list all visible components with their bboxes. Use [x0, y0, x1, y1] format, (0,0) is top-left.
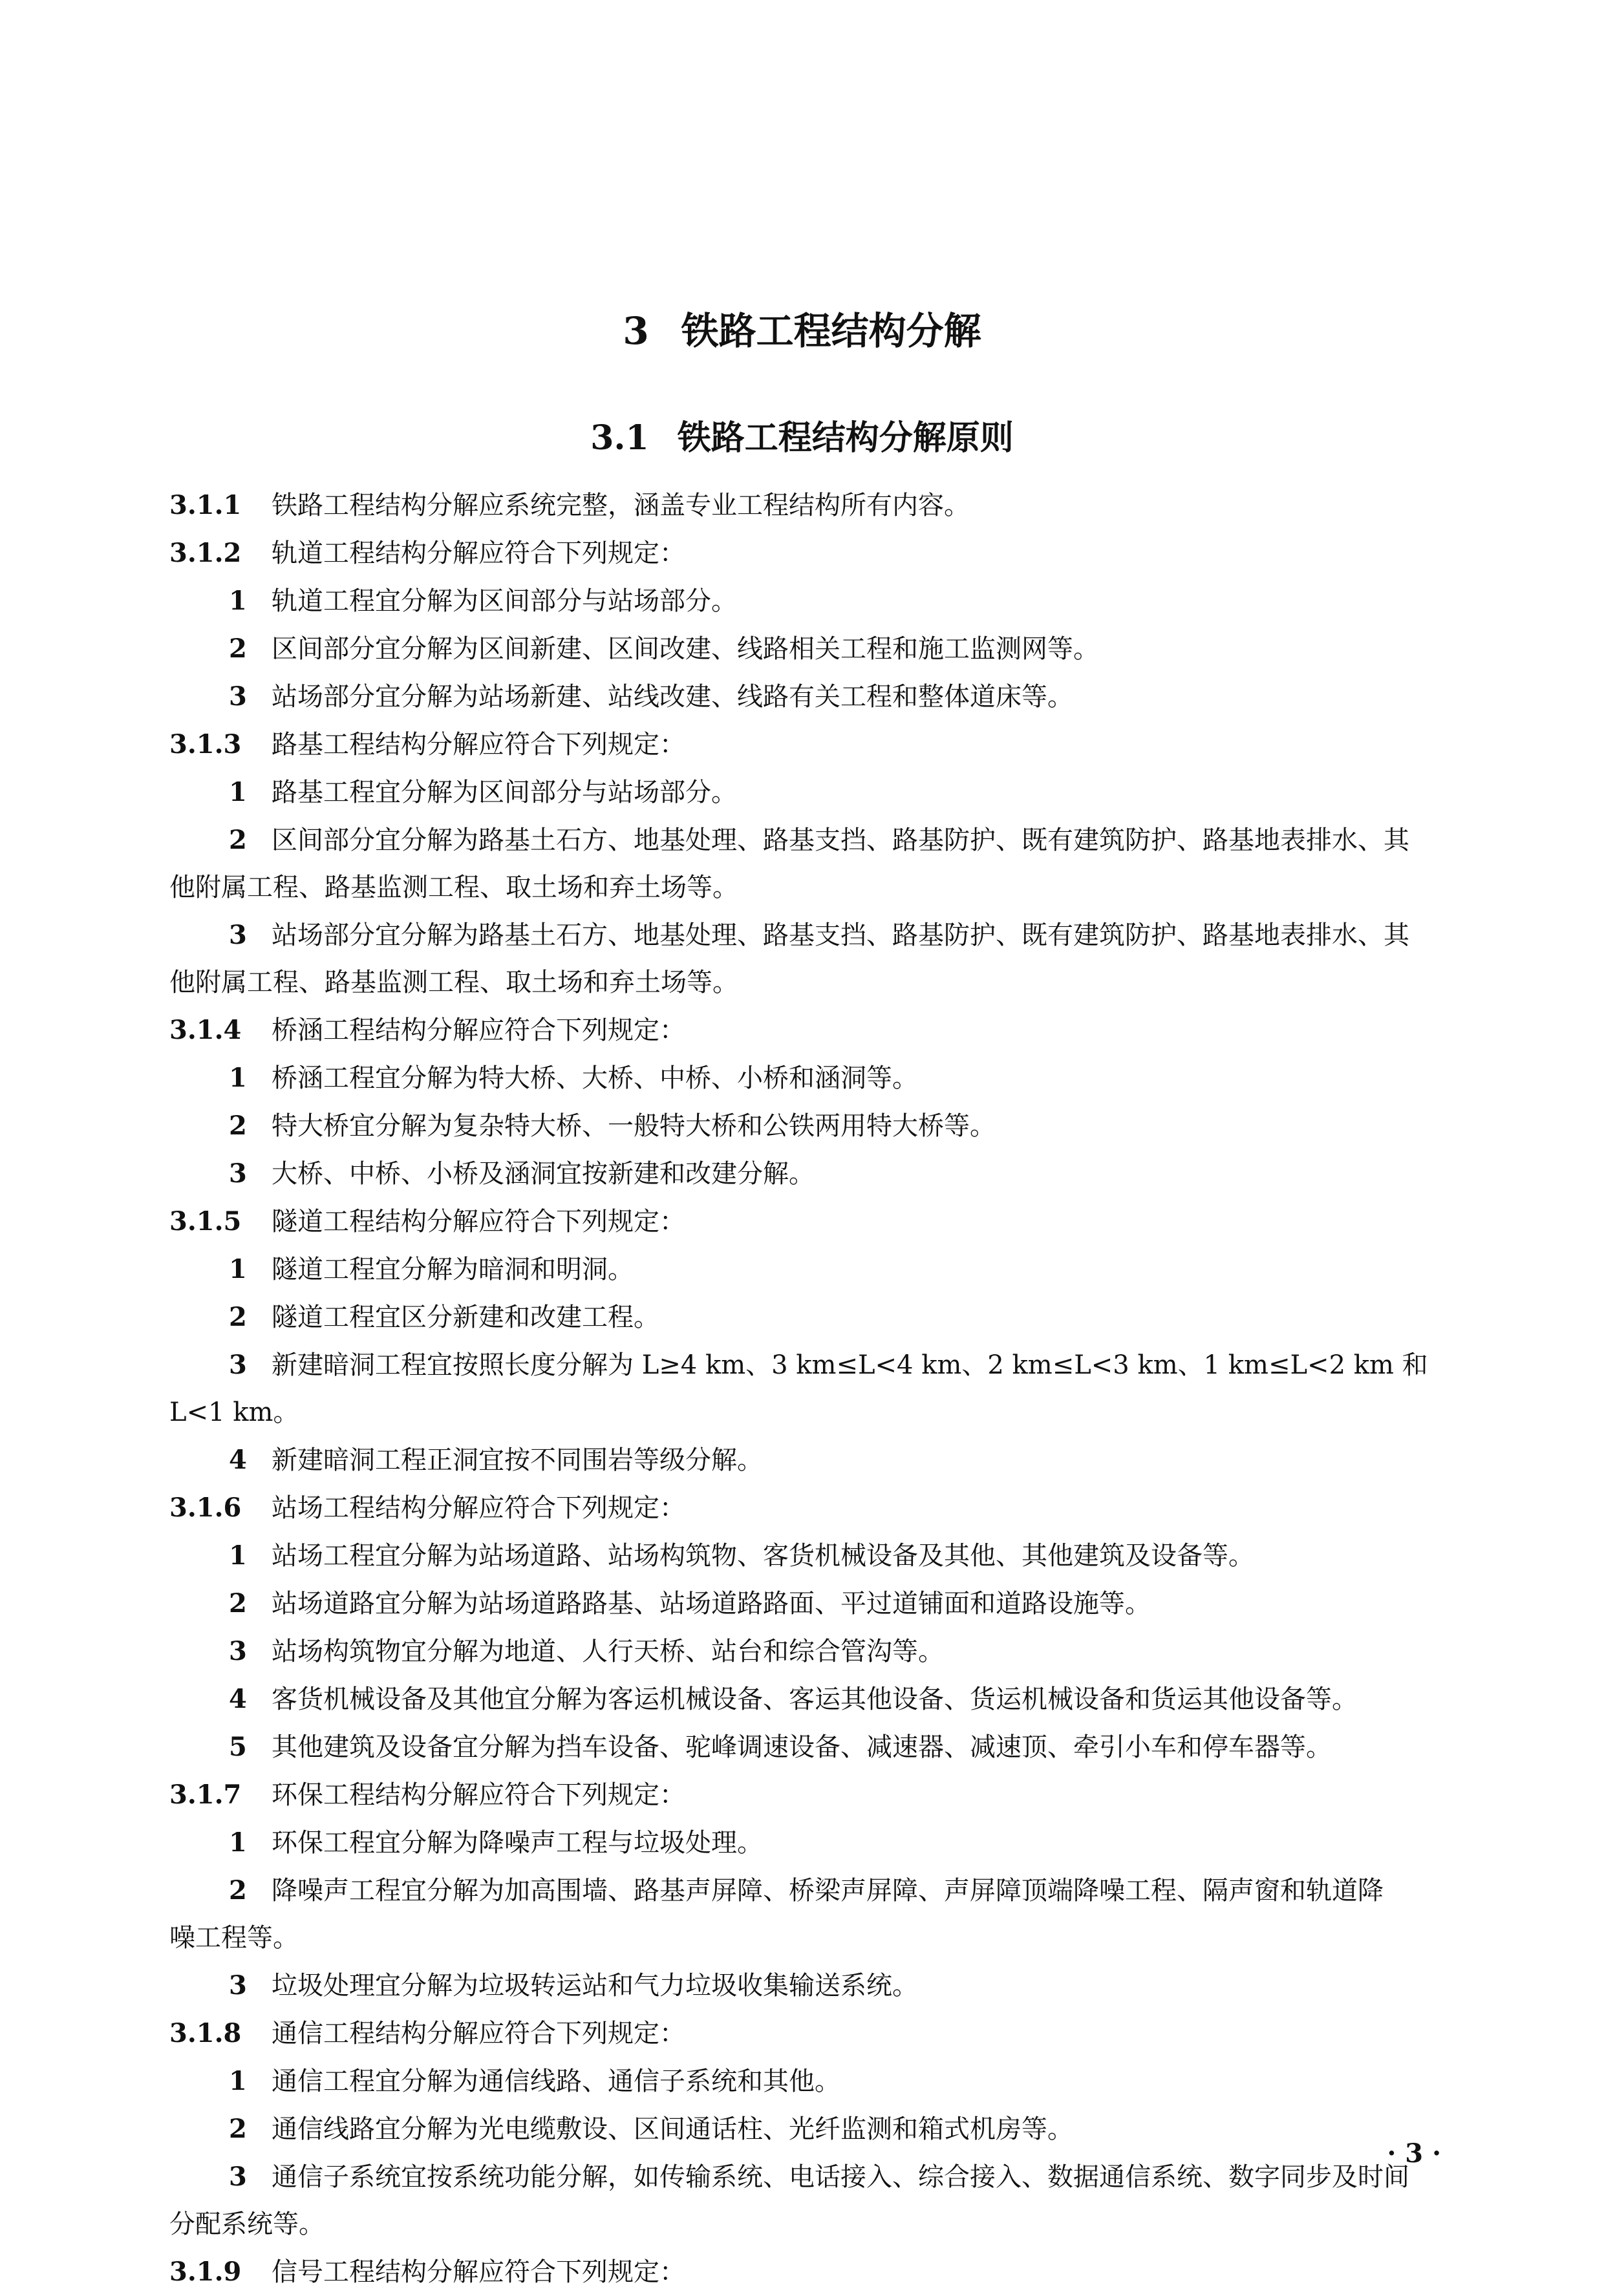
list-item — [169, 911, 1438, 959]
clause-number: 3.1.9 — [169, 2257, 242, 2287]
list-item-text: 通信子系统宜按系统功能分解，如传输系统、电话接入、综合接入、数据通信系统、数字同步及时间 — [272, 2162, 1409, 2192]
list-item — [169, 2153, 1438, 2201]
clause-text: 桥涵工程结构分解应符合下列规定： — [272, 1015, 685, 1045]
list-item-number: 3 — [229, 1970, 247, 2001]
list-item-number: 2 — [229, 825, 247, 855]
list-item-number: 2 — [229, 633, 247, 664]
list-item-number: 1 — [229, 2066, 247, 2096]
list-item-number: 2 — [229, 1302, 247, 1332]
list-item-text: 路基工程宜分解为区间部分与站场部分。 — [272, 778, 737, 807]
list-item-number: 2 — [229, 1111, 247, 1141]
list-item — [169, 1675, 1438, 1723]
list-item-text: 隧道工程宜分解为暗洞和明洞。 — [272, 1255, 634, 1284]
list-item-text: 站场道路宜分解为站场道路路基、站场道路路面、平过道铺面和道路设施等。 — [272, 1589, 1151, 1619]
list-item-number: 1 — [229, 1063, 247, 1093]
page-number: · 3 · — [1387, 2138, 1441, 2169]
list-item-text: 区间部分宜分解为路基土石方、地基处理、路基支挡、路基防护、既有建筑防护、路基地表排水、其 — [272, 825, 1409, 855]
list-item — [169, 1580, 1438, 1628]
clause-text: 站场工程结构分解应符合下列规定： — [272, 1493, 685, 1523]
chapter-title — [0, 305, 1604, 357]
list-item-text: 新建暗洞工程正洞宜按不同围岩等级分解。 — [272, 1445, 763, 1475]
list-item-text: 区间部分宜分解为区间新建、区间改建、线路相关工程和施工监测网等。 — [272, 634, 1099, 664]
clause — [169, 1484, 1438, 1532]
list-item — [169, 1150, 1438, 1198]
clause — [169, 1198, 1438, 1246]
list-item-continuation: 他附属工程、路基监测工程、取土场和弃土场等。 — [169, 968, 738, 997]
list-item — [169, 1102, 1438, 1150]
list-item-number: 3 — [229, 2162, 247, 2192]
list-item — [169, 1867, 1438, 1915]
list-item-text: 站场部分宜分解为站场新建、站线改建、线路有关工程和整体道床等。 — [272, 682, 1073, 712]
clause-text: 环保工程结构分解应符合下列规定： — [272, 1780, 685, 1810]
list-item — [169, 1341, 1438, 1389]
clause — [169, 721, 1438, 769]
list-item — [169, 1819, 1438, 1867]
section-title — [0, 414, 1604, 463]
list-item-number: 3 — [229, 681, 247, 712]
chapter-title-text: 铁路工程结构分解 — [681, 309, 981, 353]
list-item-text: 降噪声工程宜分解为加高围墙、路基声屏障、桥梁声屏障、声屏障顶端降噪工程、隔声窗和轨道降 — [272, 1876, 1384, 1906]
list-item — [169, 1962, 1438, 2010]
list-item-number: 5 — [229, 1732, 247, 1762]
clause — [169, 529, 1438, 577]
list-item — [169, 769, 1438, 816]
clause-number: 3.1.7 — [169, 1780, 242, 1810]
list-item — [169, 1293, 1438, 1341]
list-item-text: 客货机械设备及其他宜分解为客运机械设备、客运其他设备、货运机械设备和货运其他设备等。 — [272, 1685, 1358, 1714]
list-item-number: 1 — [229, 1254, 247, 1284]
list-item — [169, 625, 1438, 673]
clause-number: 3.1.8 — [169, 2018, 242, 2048]
list-item-text: 环保工程宜分解为降噪声工程与垃圾处理。 — [272, 1828, 763, 1858]
clause-number: 3.1.1 — [169, 490, 242, 520]
list-item-continuation: 他附属工程、路基监测工程、取土场和弃土场等。 — [169, 873, 738, 902]
list-item-number: 2 — [229, 1875, 247, 1906]
list-item-number: 2 — [229, 2114, 247, 2144]
clause-text: 轨道工程结构分解应符合下列规定： — [272, 538, 685, 568]
chapter-number: 3 — [623, 309, 649, 353]
list-item-continuation: 噪工程等。 — [169, 1923, 299, 1953]
clause — [169, 1006, 1438, 1054]
list-item — [169, 1054, 1438, 1102]
list-item-text: 通信线路宜分解为光电缆敷设、区间通话柱、光纤监测和箱式机房等。 — [272, 2114, 1073, 2144]
list-item — [169, 816, 1438, 864]
document-body — [169, 482, 1438, 2296]
list-item-text: 隧道工程宜区分新建和改建工程。 — [272, 1302, 659, 1332]
clause-number: 3.1.3 — [169, 729, 242, 760]
clause-number: 3.1.5 — [169, 1206, 242, 1237]
clause — [169, 2010, 1438, 2057]
list-item-number: 1 — [229, 1540, 247, 1571]
list-item-number: 4 — [229, 1445, 247, 1475]
list-item-text: 桥涵工程宜分解为特大桥、大桥、中桥、小桥和涵洞等。 — [272, 1063, 918, 1093]
list-item-text: 站场构筑物宜分解为地道、人行天桥、站台和综合管沟等。 — [272, 1637, 944, 1666]
clause-text: 隧道工程结构分解应符合下列规定： — [272, 1207, 685, 1237]
clause — [169, 2248, 1438, 2296]
clause-text: 路基工程结构分解应符合下列规定： — [272, 730, 685, 760]
clause-number: 3.1.6 — [169, 1493, 242, 1523]
list-item-text: 站场部分宜分解为路基土石方、地基处理、路基支挡、路基防护、既有建筑防护、路基地表排水、其 — [272, 920, 1409, 950]
list-item-number: 3 — [229, 1350, 247, 1380]
clause-text: 铁路工程结构分解应系统完整，涵盖专业工程结构所有内容。 — [272, 491, 970, 520]
list-item-number: 4 — [229, 1684, 247, 1714]
list-item — [169, 1532, 1438, 1580]
clause — [169, 482, 1438, 529]
list-item-number: 1 — [229, 777, 247, 807]
list-item-number: 3 — [229, 1636, 247, 1666]
list-item-continuation: L<1 km。 — [169, 1398, 299, 1427]
list-item — [169, 1246, 1438, 1293]
section-number: 3.1 — [590, 418, 649, 458]
list-item-text: 轨道工程宜分解为区间部分与站场部分。 — [272, 586, 737, 616]
list-item — [169, 2105, 1438, 2153]
list-item-text: 新建暗洞工程宜按照长度分解为 L≥4 km、3 km≤L<4 km、2 km≤L<3 km、1 km≤L<2 km 和 — [272, 1350, 1428, 1380]
list-item-text: 特大桥宜分解为复杂特大桥、一般特大桥和公铁两用特大桥等。 — [272, 1111, 996, 1141]
clause-text: 信号工程结构分解应符合下列规定： — [272, 2257, 685, 2287]
list-item — [169, 577, 1438, 625]
list-item-number: 3 — [229, 1158, 247, 1189]
list-item — [169, 1723, 1438, 1771]
section-title-text: 铁路工程结构分解原则 — [677, 418, 1014, 458]
clause-text: 通信工程结构分解应符合下列规定： — [272, 2019, 685, 2048]
list-item-number: 3 — [229, 920, 247, 950]
list-item-text: 通信工程宜分解为通信线路、通信子系统和其他。 — [272, 2067, 840, 2096]
list-item-text: 垃圾处理宜分解为垃圾转运站和气力垃圾收集输送系统。 — [272, 1971, 918, 2001]
list-item — [169, 2057, 1438, 2105]
list-item-text: 大桥、中桥、小桥及涵洞宜按新建和改建分解。 — [272, 1159, 815, 1189]
list-item — [169, 673, 1438, 721]
list-item-number: 2 — [229, 1588, 247, 1619]
clause — [169, 1771, 1438, 1819]
clause-number: 3.1.2 — [169, 538, 242, 568]
list-item-continuation: 分配系统等。 — [169, 2209, 325, 2239]
list-item-number: 1 — [229, 1827, 247, 1858]
list-item — [169, 1628, 1438, 1675]
clause-number: 3.1.4 — [169, 1015, 242, 1045]
list-item-number: 1 — [229, 586, 247, 616]
list-item-text: 其他建筑及设备宜分解为挡车设备、驼峰调速设备、减速器、减速顶、牵引小车和停车器等。 — [272, 1732, 1332, 1762]
list-item-text: 站场工程宜分解为站场道路、站场构筑物、客货机械设备及其他、其他建筑及设备等。 — [272, 1541, 1254, 1571]
list-item — [169, 1436, 1438, 1484]
